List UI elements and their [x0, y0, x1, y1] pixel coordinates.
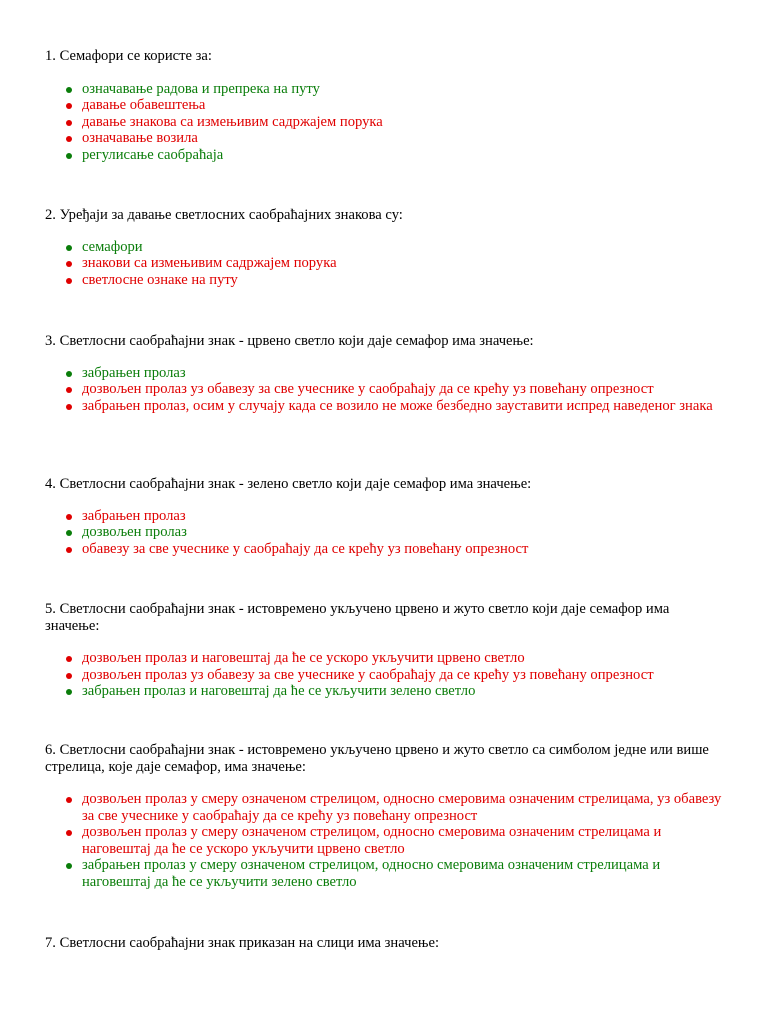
answer-text: дозвољен пролаз у смеру означеном стрелицом, односно смеровима означеним стрелицама и наговештај да ће се ускоро укључити црвено светло — [82, 824, 662, 857]
bullet-icon — [66, 656, 72, 662]
answer-text: давање обавештења — [82, 97, 206, 113]
question-text: 2. Уређаји за давање светлосних саобраћајних знакова су: — [45, 207, 403, 223]
answer-text: означавање радова и препрека на путу — [82, 80, 320, 97]
bullet-icon — [66, 404, 72, 410]
answer-item — [45, 255, 725, 272]
bullet-icon — [66, 797, 72, 803]
question-text: 7. Светлосни саобраћајни знак приказан на слици има значење: — [45, 935, 440, 951]
question-text: 5. Светлосни саобраћајни знак - истовремено укључено црвено и жуто светло који даје семафор има значење: — [45, 601, 670, 634]
question-1 — [45, 48, 725, 163]
answer-text: обавезу за све учеснике у саобраћају да се крећу уз повећану опрезност — [82, 540, 529, 557]
bullet-icon — [66, 863, 72, 869]
answer-item — [45, 81, 725, 98]
bullet-icon — [66, 120, 72, 126]
answer-text: дозвољен пролаз — [82, 524, 187, 540]
answer-list — [45, 650, 725, 700]
answer-item — [45, 650, 725, 667]
answer-text: регулисање саобраћаја — [82, 146, 224, 163]
question-text: 4. Светлосни саобраћајни знак - зелено светло који даје семафор има значење: — [45, 476, 532, 492]
answer-item — [45, 130, 725, 147]
answer-list — [45, 791, 725, 890]
bullet-icon — [66, 673, 72, 679]
answer-text: забрањен пролаз и наговештај да ће се укључити зелено светло — [82, 683, 476, 699]
answer-list — [45, 239, 725, 289]
answer-text: семафори — [82, 238, 143, 255]
bullet-icon — [66, 278, 72, 284]
answer-text: давање знакова са измењивим садржајем порука — [82, 113, 383, 130]
answer-item — [45, 857, 725, 890]
answer-list — [45, 81, 725, 164]
answer-item — [45, 667, 725, 684]
question-text: 6. Светлосни саобраћајни знак - истовремено укључено црвено и жуто светло са симболом једне или више стрелица, које даје семафор, има значење: — [45, 742, 709, 775]
question-3 — [45, 333, 725, 414]
bullet-icon — [66, 87, 72, 93]
answer-item — [45, 147, 725, 164]
answer-item — [45, 508, 725, 525]
question-6 — [45, 742, 725, 890]
bullet-icon — [66, 830, 72, 836]
answer-list — [45, 508, 725, 558]
answer-text: дозвољен пролаз уз обавезу за све учеснике у саобраћају да се крећу уз повећану опрезност — [82, 381, 654, 397]
answer-text: означавање возила — [82, 130, 198, 146]
answer-item — [45, 541, 725, 558]
answer-item — [45, 683, 725, 700]
answer-item — [45, 398, 725, 415]
answer-item — [45, 365, 725, 382]
answer-text: светлосне ознаке на путу — [82, 271, 238, 288]
answer-text: забрањен пролаз — [82, 507, 186, 524]
question-text: 1. Семафори се користе за: — [45, 48, 212, 64]
bullet-icon — [66, 689, 72, 695]
question-5 — [45, 601, 725, 700]
answer-item — [45, 524, 725, 541]
bullet-icon — [66, 387, 72, 393]
answer-item — [45, 114, 725, 131]
bullet-icon — [66, 514, 72, 520]
bullet-icon — [66, 245, 72, 251]
bullet-icon — [66, 547, 72, 553]
answer-item — [45, 97, 725, 114]
answer-text: забрањен пролаз — [82, 364, 186, 381]
bullet-icon — [66, 371, 72, 377]
question-text: 3. Светлосни саобраћајни знак - црвено светло који даје семафор има значење: — [45, 333, 534, 349]
answer-text: дозвољен пролаз у смеру означеном стрелицом, односно смеровима означеним стрелицама, уз обавезу за све учеснике у саобраћају да се крећу уз повећану опрезност — [82, 791, 722, 824]
answer-item — [45, 381, 725, 398]
answer-item — [45, 791, 725, 824]
question-7 — [45, 935, 725, 952]
answer-text: забрањен пролаз у смеру означеном стрелицом, односно смеровима означеним стрелицама и наговештај да ће се укључити зелено светло — [82, 857, 661, 890]
bullet-icon — [66, 136, 72, 142]
bullet-icon — [66, 530, 72, 536]
answer-text: знакови са измењивим садржајем порука — [82, 255, 337, 271]
answer-text: забрањен пролаз, осим у случају када се возило не може безбедно зауставити испред наведеног знака — [82, 397, 713, 414]
question-4 — [45, 476, 725, 557]
answer-list — [45, 365, 725, 415]
bullet-icon — [66, 153, 72, 159]
answer-text: дозвољен пролаз и наговештај да ће се ускоро укључити црвено светло — [82, 650, 525, 666]
answer-item — [45, 272, 725, 289]
answer-text: дозвољен пролаз уз обавезу за све учеснике у саобраћају да се крећу уз повећану опрезност — [82, 666, 654, 683]
bullet-icon — [66, 261, 72, 267]
bullet-icon — [66, 103, 72, 109]
answer-item — [45, 239, 725, 256]
answer-item — [45, 824, 725, 857]
question-2 — [45, 207, 725, 288]
